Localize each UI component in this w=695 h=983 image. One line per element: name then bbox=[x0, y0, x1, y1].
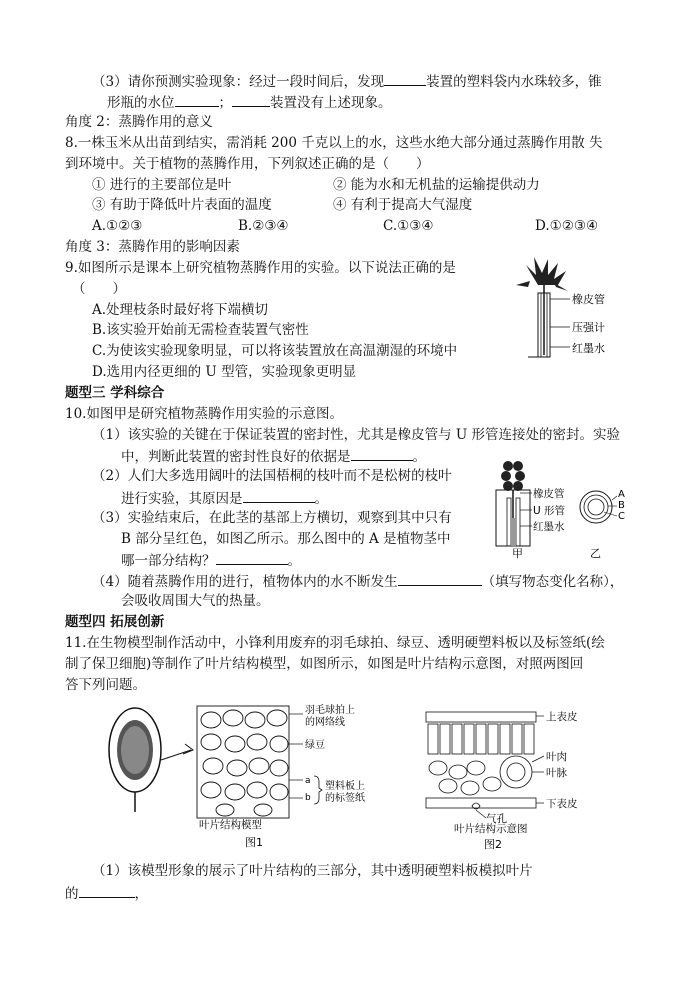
q11-figure-2-leaf-structure bbox=[420, 706, 610, 850]
answer-blank[interactable] bbox=[216, 550, 288, 565]
q10-part1-line2: 中，判断此装置的密封性良好的依据是 。 bbox=[121, 446, 426, 466]
q11-fig2-title: 叶片结构示意图 bbox=[454, 823, 528, 835]
q8-option-a[interactable]: A.①②③ bbox=[92, 218, 143, 234]
q10-part3-line3: 哪一部分结构？ 。 bbox=[121, 550, 301, 570]
q11-fig1-label-label-paper-2: 的标签纸 bbox=[325, 793, 365, 804]
q10-part4-line1: （4）随着蒸腾作用的进行，植物体内的水不断发生 （填写物态变化名称）， bbox=[92, 571, 623, 591]
q8-stem-line2: 到环境中。关于植物的蒸腾作用，下列叙述正确的是（ ） bbox=[65, 156, 430, 172]
q11-fig2-label-lower-epidermis: 下表皮 bbox=[546, 798, 578, 810]
q11-fig1-label-racket-net-1: 羽毛球拍上 bbox=[305, 705, 355, 716]
answer-blank[interactable] bbox=[79, 883, 135, 898]
q8-stem-line1: 8.一株玉米从出苗到结实，需消耗 200 千克以上的水，这些水绝大部分通过蒸腾作用散 失 bbox=[65, 135, 603, 151]
q11-fig1-label-racket-net-2: 的网络线 bbox=[305, 717, 345, 728]
q9-stem-line2: （ ） bbox=[72, 281, 126, 297]
q11-part1-line2: 的 ， bbox=[65, 883, 148, 903]
q8-statement-2: ② 能为水和无机盐的运输提供动力 bbox=[333, 177, 540, 193]
answer-blank[interactable] bbox=[398, 571, 482, 586]
q8-option-b[interactable]: B.②③④ bbox=[238, 218, 289, 234]
q10-part3-line2: B 部分呈红色，如图乙所示。那么图中的 A 是植物茎中 bbox=[121, 531, 451, 547]
q11-fig1-title: 叶片结构模型 bbox=[199, 819, 262, 831]
q11-stem-line3: 答下列问题。 bbox=[65, 677, 146, 693]
plant-leaves-icon bbox=[516, 257, 568, 291]
q11-figure-1-leaf-model bbox=[95, 700, 375, 850]
q8-statement-3: ③ 有助于降低叶片表面的温度 bbox=[92, 197, 272, 213]
q7-part3-line1: （3）请你预测实验现象：经过一段时间后，发现 装置的塑料袋内水珠较多，锥 bbox=[92, 71, 602, 91]
q9-option-a[interactable]: A.处理枝条时最好将下端横切 bbox=[92, 302, 269, 318]
q11-fig2-caption: 图2 bbox=[484, 838, 502, 850]
q11-fig1-label-mung-bean: 绿豆 bbox=[305, 740, 325, 751]
answer-blank[interactable] bbox=[175, 92, 219, 107]
q11-fig2-label-upper-epidermis: 上表皮 bbox=[546, 711, 578, 723]
q10-fig-label-jia: 甲 bbox=[512, 547, 523, 560]
mung-bean-grid bbox=[197, 706, 289, 818]
q11-fig1-label-label-paper-1: 塑料板上 bbox=[325, 781, 365, 792]
answer-blank[interactable] bbox=[232, 92, 270, 107]
q8-statement-1: ① 进行的主要部位是叶 bbox=[92, 177, 232, 193]
q9-experiment-figure bbox=[508, 255, 628, 365]
q8-statement-4: ④ 有利于提高大气湿度 bbox=[333, 197, 473, 213]
angle2-heading: 角度 2：蒸腾作用的意义 bbox=[65, 114, 213, 130]
type4-heading: 题型四 拓展创新 bbox=[65, 614, 165, 630]
q11-part1-line1: （1）该模型形象的展示了叶片结构的三部分，其中透明硬塑料板模拟叶片 bbox=[92, 863, 533, 879]
q9-option-d[interactable]: D.选用内径更细的 U 型管，实验现象更明显 bbox=[92, 364, 357, 380]
q9-option-b[interactable]: B.该实验开始前无需检查装置气密性 bbox=[92, 322, 309, 338]
q10-fig-label-b: B bbox=[618, 500, 625, 511]
q11-fig2-label-mesophyll: 叶肉 bbox=[546, 751, 567, 763]
q10-fig-label-u-tube: U 形管 bbox=[533, 505, 566, 517]
q8-option-c[interactable]: C.①③④ bbox=[383, 218, 434, 234]
q10-experiment-figure bbox=[490, 460, 630, 560]
q11-fig2-label-vein: 叶脉 bbox=[546, 767, 567, 779]
q11-fig1-caption: 图1 bbox=[245, 836, 263, 849]
q11-fig1-label-a: a bbox=[305, 776, 311, 786]
q10-part3-line1: （3）实验结束后，在此茎的基部上方横切，观察到其中只有 bbox=[92, 510, 452, 526]
badminton-racket-icon bbox=[109, 708, 161, 812]
q9-fig-label-pressure-gauge: 压强计 bbox=[572, 321, 605, 334]
q11-fig1-label-b: b bbox=[305, 793, 311, 803]
leaf-branch-icon bbox=[501, 461, 525, 491]
q11-stem-line2: 制了保卫细胞)等制作了叶片结构模型，如图所示，如图是叶片结构示意图，对照两图回 bbox=[65, 656, 584, 672]
answer-blank[interactable] bbox=[351, 446, 413, 461]
q10-part2-line2: 进行实验，其原因是 。 bbox=[121, 488, 328, 508]
q10-part1-line1: （1）该实验的关键在于保证装置的密封性，尤其是橡皮管与 U 形管连接处的密封。实验 bbox=[92, 427, 621, 443]
q10-fig-label-red-ink: 红墨水 bbox=[533, 521, 565, 533]
q9-stem-line1: 9.如图所示是课本上研究植物蒸腾作用的实验。以下说法正确的是 bbox=[65, 260, 456, 276]
angle3-heading: 角度 3：蒸腾作用的影响因素 bbox=[65, 239, 240, 255]
q9-fig-label-red-ink: 红墨水 bbox=[572, 342, 605, 355]
answer-blank[interactable] bbox=[384, 71, 426, 86]
q11-stem-line1: 11.在生物模型制作活动中，小锋利用废弃的羽毛球拍、绿豆、透明硬塑料板以及标签纸(绘 bbox=[65, 635, 605, 651]
q10-fig-label-c: C bbox=[618, 511, 625, 522]
type3-heading: 题型三 学科综合 bbox=[65, 385, 165, 401]
q8-option-d[interactable]: D.①②③④ bbox=[535, 218, 599, 234]
q10-part2-line1: （2）人们大多选用阔叶的法国梧桐的枝叶而不是松树的枝叶 bbox=[92, 468, 452, 484]
q10-fig-label-yi: 乙 bbox=[590, 547, 601, 560]
q10-part4-line2: 会吸收周围大气的热量。 bbox=[121, 593, 270, 609]
q10-fig-label-rubber-tube: 橡皮管 bbox=[533, 488, 565, 500]
q9-option-c[interactable]: C.为使该实验现象明显，可以将该装置放在高温潮湿的环境中 bbox=[92, 343, 458, 359]
leaf-cross-section bbox=[426, 712, 536, 809]
q7-part3-line2: 形瓶的水位 ； 装置没有上述现象。 bbox=[107, 92, 392, 112]
q11-fig2-label-stomata: 气孔 bbox=[486, 813, 507, 825]
answer-blank[interactable] bbox=[243, 488, 315, 503]
q10-stem: 10.如图甲是研究植物蒸腾作用实验的示意图。 bbox=[65, 406, 343, 422]
q10-fig-label-a: A bbox=[618, 489, 625, 500]
q9-fig-label-rubber-tube: 橡皮管 bbox=[572, 293, 605, 306]
